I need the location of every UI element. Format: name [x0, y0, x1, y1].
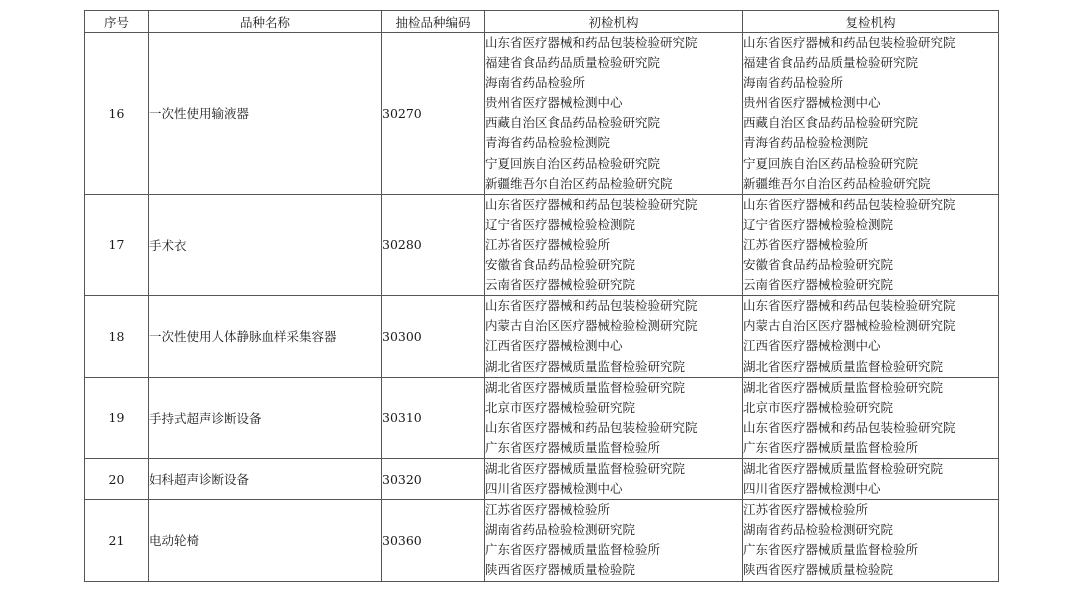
row-index: 17 [85, 194, 149, 295]
header-name: 品种名称 [149, 11, 382, 33]
product-code: 30360 [382, 500, 485, 581]
institution-item: 青海省药品检验检测院 [485, 135, 611, 151]
institution-item: 广东省医疗器械质量监督检验所 [485, 542, 661, 558]
header-row [85, 11, 999, 33]
institution-item: 江苏省医疗器械检验所 [743, 502, 869, 518]
institution-item: 湖北省医疗器械质量监督检验研究院 [743, 358, 944, 374]
institution-item: 湖北省医疗器械质量监督检验研究院 [485, 358, 686, 374]
institution-item: 江西省医疗器械检测中心 [485, 338, 623, 354]
initial-institutions [485, 500, 743, 581]
institution-item: 山东省医疗器械和药品包装检验研究院 [485, 35, 698, 50]
initial-institutions [485, 377, 743, 458]
institution-item: 湖北省医疗器械质量监督检验研究院 [743, 460, 944, 476]
header-index: 序号 [85, 11, 149, 33]
product-name: 一次性使用人体静脉血样采集容器 [149, 296, 382, 377]
row-index: 21 [85, 500, 149, 581]
institution-item: 陕西省医疗器械质量检验院 [743, 562, 894, 578]
institution-item: 四川省医疗器械检测中心 [485, 481, 623, 497]
recheck-institutions [743, 296, 999, 377]
institution-item: 贵州省医疗器械检测中心 [485, 95, 623, 111]
product-code: 30320 [382, 458, 485, 499]
table-row [85, 33, 999, 195]
institution-item: 湖南省药品检验检测研究院 [485, 522, 636, 538]
institution-item: 湖南省药品检验检测研究院 [743, 522, 894, 538]
institution-item: 江苏省医疗器械检验所 [743, 236, 869, 252]
institution-item: 陕西省医疗器械质量检验院 [485, 562, 636, 578]
row-index: 19 [85, 377, 149, 458]
product-code: 30280 [382, 194, 485, 295]
institution-item: 湖北省医疗器械质量监督检验研究院 [485, 379, 686, 395]
product-code: 30310 [382, 377, 485, 458]
recheck-institutions [743, 194, 999, 295]
product-name: 电动轮椅 [149, 500, 382, 581]
initial-institutions [485, 296, 743, 377]
institution-item: 北京市医疗器械检验研究院 [485, 399, 636, 415]
institution-item: 江苏省医疗器械检验所 [485, 236, 611, 252]
product-code: 30300 [382, 296, 485, 377]
product-name: 妇科超声诊断设备 [149, 458, 382, 499]
institution-item: 山东省医疗器械和药品包装检验研究院 [743, 196, 956, 212]
institution-item: 山东省医疗器械和药品包装检验研究院 [743, 298, 956, 314]
institution-item: 湖北省医疗器械质量监督检验研究院 [743, 379, 944, 395]
institution-item: 云南省医疗器械检验研究院 [743, 277, 894, 293]
header-recheck-institution: 复检机构 [743, 11, 999, 33]
institution-item: 新疆维吾尔自治区药品检验研究院 [743, 175, 931, 191]
institution-item: 北京市医疗器械检验研究院 [743, 399, 894, 415]
product-name: 手术衣 [149, 194, 382, 295]
institution-item: 安徽省食品药品检验研究院 [743, 257, 894, 273]
institution-item: 山东省医疗器械和药品包装检验研究院 [743, 419, 956, 435]
recheck-institutions [743, 458, 999, 499]
institution-item: 湖北省医疗器械质量监督检验研究院 [485, 460, 686, 476]
table-body [85, 33, 999, 582]
initial-institutions [485, 458, 743, 499]
header-code: 抽检品种编码 [382, 11, 485, 33]
institution-item: 内蒙古自治区医疗器械检验检测研究院 [485, 318, 698, 334]
institution-item: 江西省医疗器械检测中心 [743, 338, 881, 354]
recheck-institutions [743, 500, 999, 581]
institution-item: 辽宁省医疗器械检验检测院 [743, 216, 894, 232]
institution-item: 内蒙古自治区医疗器械检验检测研究院 [743, 318, 956, 334]
table-row [85, 500, 999, 581]
institution-item: 云南省医疗器械检验研究院 [485, 277, 636, 293]
institution-item: 广东省医疗器械质量监督检验所 [743, 542, 919, 558]
institution-item: 山东省医疗器械和药品包装检验研究院 [485, 196, 698, 212]
product-name: 手持式超声诊断设备 [149, 377, 382, 458]
institution-item: 西藏自治区食品药品检验研究院 [743, 115, 919, 131]
inspection-table [84, 10, 999, 582]
institution-item: 四川省医疗器械检测中心 [743, 481, 881, 497]
institution-item: 西藏自治区食品药品检验研究院 [485, 115, 661, 131]
header-initial-institution: 初检机构 [485, 11, 743, 33]
institution-item: 宁夏回族自治区药品检验研究院 [485, 155, 661, 171]
initial-institutions [485, 194, 743, 295]
recheck-institutions [743, 377, 999, 458]
product-code: 30270 [382, 33, 485, 195]
initial-institutions [485, 33, 743, 195]
table-row [85, 194, 999, 295]
institution-item: 广东省医疗器械质量监督检验所 [743, 439, 919, 455]
recheck-institutions [743, 33, 999, 195]
institution-item: 安徽省食品药品检验研究院 [485, 257, 636, 273]
institution-item: 宁夏回族自治区药品检验研究院 [743, 155, 919, 171]
institution-item: 江苏省医疗器械检验所 [485, 502, 611, 518]
institution-item: 海南省药品检验所 [743, 75, 844, 91]
institution-item: 辽宁省医疗器械检验检测院 [485, 216, 636, 232]
row-index: 18 [85, 296, 149, 377]
institution-item: 广东省医疗器械质量监督检验所 [485, 439, 661, 455]
institution-item: 福建省食品药品质量检验研究院 [743, 55, 919, 71]
institution-item: 福建省食品药品质量检验研究院 [485, 55, 661, 71]
row-index: 20 [85, 458, 149, 499]
institution-item: 青海省药品检验检测院 [743, 135, 869, 151]
table-row [85, 296, 999, 377]
institution-item: 新疆维吾尔自治区药品检验研究院 [485, 175, 673, 191]
row-index: 16 [85, 33, 149, 195]
product-name: 一次性使用输液器 [149, 33, 382, 195]
table-row [85, 458, 999, 499]
institution-item: 贵州省医疗器械检测中心 [743, 95, 881, 111]
institution-item: 山东省医疗器械和药品包装检验研究院 [485, 419, 698, 435]
institution-item: 山东省医疗器械和药品包装检验研究院 [485, 298, 698, 314]
institution-item: 山东省医疗器械和药品包装检验研究院 [743, 35, 956, 50]
table-row [85, 377, 999, 458]
institution-item: 海南省药品检验所 [485, 75, 586, 91]
